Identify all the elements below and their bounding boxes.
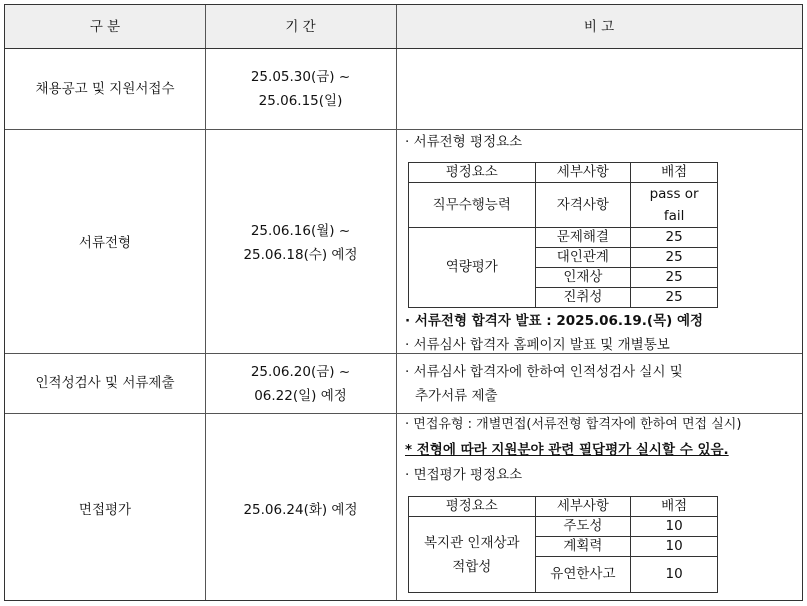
cell (409, 517, 536, 593)
cell: 세부사항 (535, 163, 631, 183)
cell: 세부사항 (535, 497, 631, 517)
col-divider (396, 5, 397, 600)
interview-eval-table (408, 496, 718, 593)
cell: 평정요소 (409, 163, 536, 183)
row-divider (5, 353, 802, 354)
cell: 진취성 (535, 288, 631, 308)
row4-written-test-note: * 전형에 따라 지원분야 관련 필답평가 실시할 수 있음. (405, 442, 729, 458)
cell: 25 (631, 288, 718, 308)
cell: 대인관계 (535, 248, 631, 268)
header-category: 구 분 (89, 19, 121, 35)
row3-period-start: 25.06.20(금) ~ (250, 364, 351, 380)
cell: 배점 (631, 497, 718, 517)
header-remarks: 비 고 (583, 19, 615, 35)
document-eval-table (408, 162, 718, 308)
row-divider (5, 413, 802, 414)
row1-label: 채용공고 및 지원서접수 (35, 81, 175, 97)
row2-note-title: · 서류전형 평정요소 (405, 134, 523, 150)
cell (631, 183, 718, 228)
cell: 10 (631, 517, 718, 537)
row-divider (5, 129, 802, 130)
cell: 10 (631, 537, 718, 557)
cell: 배점 (631, 163, 718, 183)
cell: 유연한사고 (535, 557, 631, 593)
row3-note-line1: · 서류심사 합격자에 한하여 인적성검사 실시 및 (405, 364, 683, 380)
row2-period-end: 25.06.18(수) 예정 (243, 247, 358, 263)
row2-period-start: 25.06.16(월) ~ (250, 223, 351, 239)
cell: 25 (631, 248, 718, 268)
cell: 평정요소 (409, 497, 536, 517)
cell: 역량평가 (409, 228, 536, 308)
cell: 주도성 (535, 517, 631, 537)
cell: 문제해결 (535, 228, 631, 248)
row2-notice: · 서류심사 합격자 홈페이지 발표 및 개별통보 (405, 337, 670, 353)
row1-period-start: 25.05.30(금) ~ (250, 69, 351, 85)
cell: 직무수행능력 (409, 183, 536, 228)
cell-line: fail (663, 208, 685, 224)
cell: 25 (631, 268, 718, 288)
row4-note-title: · 면접평가 평정요소 (405, 467, 523, 483)
row3-note-line2: 추가서류 제출 (415, 388, 498, 404)
cell: 자격사항 (535, 183, 631, 228)
cell: 계획력 (535, 537, 631, 557)
header-period: 기 간 (285, 19, 316, 35)
cell: 인재상 (535, 268, 631, 288)
schedule-table (4, 4, 803, 601)
row2-announcement: · 서류전형 합격자 발표 : 2025.06.19.(목) 예정 (405, 313, 704, 329)
row4-interview-type: · 면접유형 : 개별면접(서류전형 합격자에 한하여 면접 실시) (405, 417, 742, 432)
row4-label: 면접평가 (78, 502, 132, 518)
row3-period-end: 06.22(일) 예정 (254, 388, 347, 404)
row2-label: 서류전형 (78, 235, 132, 251)
cell: 25 (631, 228, 718, 248)
row1-period-end: 25.06.15(일) (258, 93, 343, 109)
cell: 10 (631, 557, 718, 593)
row3-label: 인적성검사 및 서류제출 (35, 375, 175, 391)
cell-line: 복지관 인재상과 (423, 534, 520, 551)
cell-line: pass or (649, 186, 699, 202)
row4-period: 25.06.24(화) 예정 (243, 502, 358, 518)
cell-line: 적합성 (452, 558, 492, 575)
row-divider (5, 48, 802, 49)
